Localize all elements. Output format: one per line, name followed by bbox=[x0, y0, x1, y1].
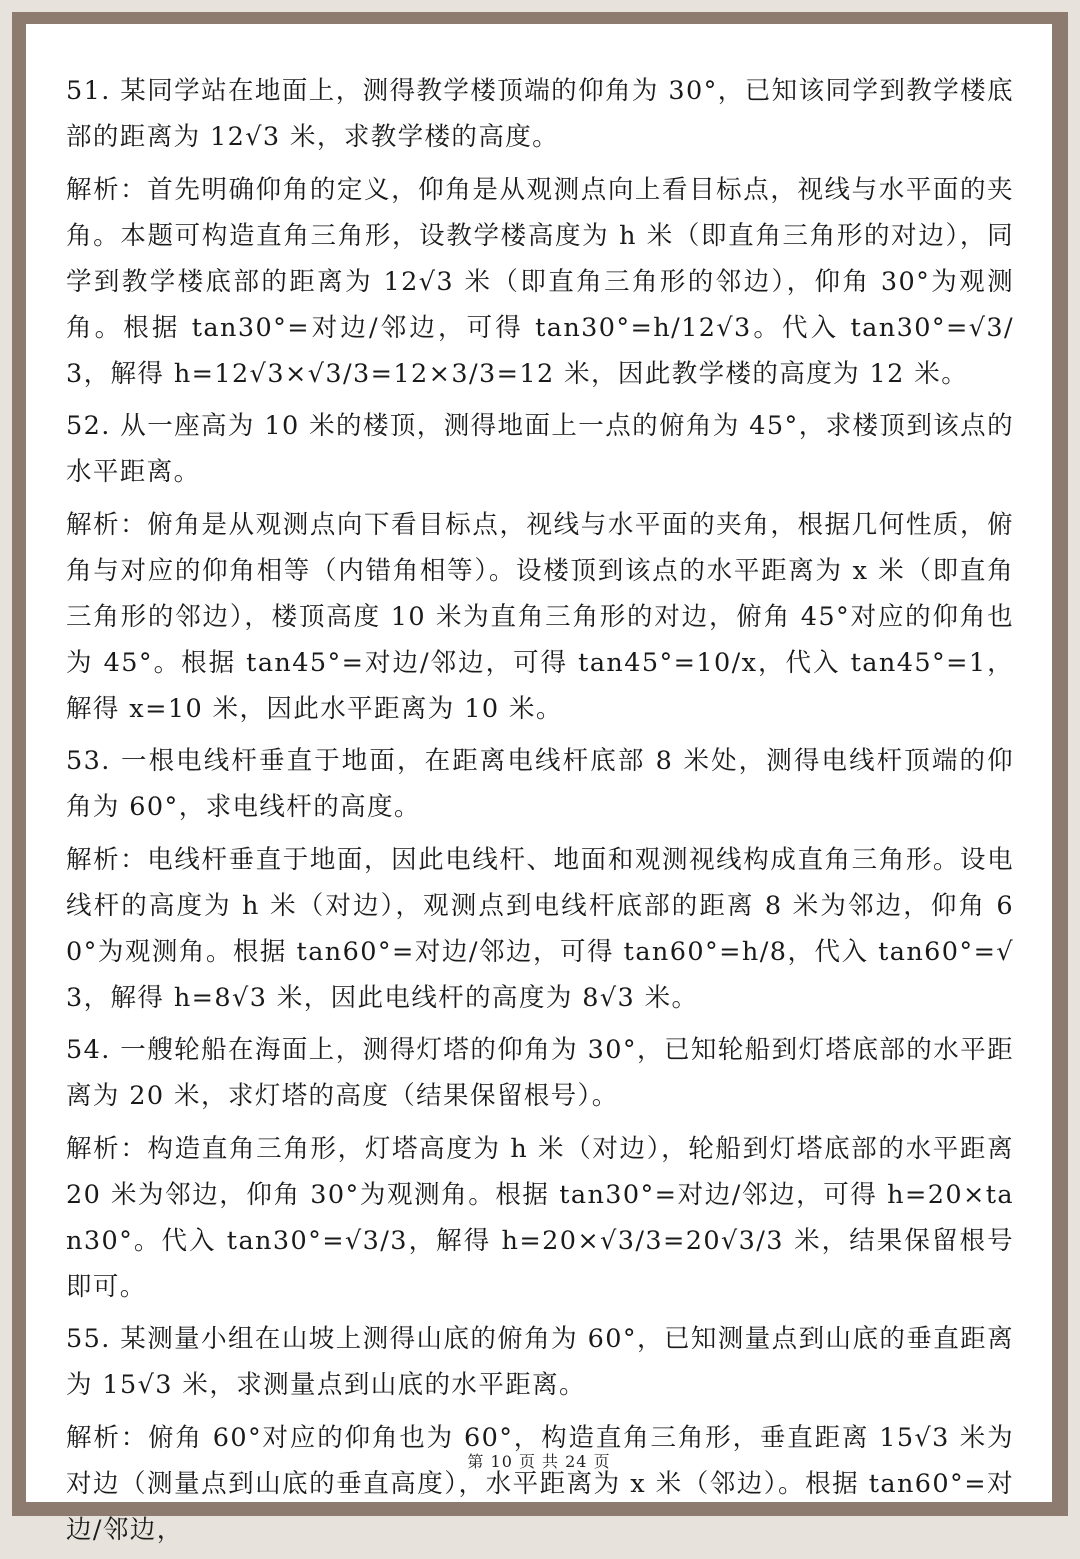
document-page bbox=[26, 24, 1052, 1545]
page-number: 第 10 页 共 24 页 bbox=[467, 1452, 611, 1471]
analysis-text: 解析：首先明确仰角的定义，仰角是从观测点向上看目标点，视线与水平面的夹角。本题可构造直角三角形，设教学楼高度为 h 米（即直角三角形的对边），同学到教学楼底部的距离为 12√3 米（即直角三角形的邻边），仰角 30°为观测角。根据 tan30°=对边/邻边，可得 tan30°=h/12√3。代入 tan30°=√3/3，解得 h=12√3×√3/3=12×3/3=12 米，因此教学楼的高度为 12 米。 bbox=[66, 175, 1014, 389]
problem-55 bbox=[66, 1316, 1014, 1553]
problem-53 bbox=[66, 738, 1014, 1021]
analysis-text: 解析：俯角 60°对应的仰角也为 60°，构造直角三角形，垂直距离 15√3 米为对边（测量点到山底的垂直高度），水平距离为 x 米（邻边）。根据 tan60°=对边/邻边， bbox=[66, 1423, 1014, 1545]
problem-51 bbox=[66, 68, 1014, 397]
question-text: 51. 某同学站在地面上，测得教学楼顶端的仰角为 30°，已知该同学到教学楼底部的距离为 12√3 米，求教学楼的高度。 bbox=[66, 76, 1014, 152]
question-text: 53. 一根电线杆垂直于地面，在距离电线杆底部 8 米处，测得电线杆顶端的仰角为 60°，求电线杆的高度。 bbox=[66, 746, 1014, 822]
problem-52 bbox=[66, 403, 1014, 732]
question-text: 55. 某测量小组在山坡上测得山底的俯角为 60°，已知测量点到山底的垂直距离为 15√3 米，求测量点到山底的水平距离。 bbox=[66, 1324, 1014, 1400]
problem-54 bbox=[66, 1027, 1014, 1310]
analysis-text: 解析：俯角是从观测点向下看目标点，视线与水平面的夹角，根据几何性质，俯角与对应的仰角相等（内错角相等）。设楼顶到该点的水平距离为 x 米（即直角三角形的邻边），楼顶高度 10 米为直角三角形的对边，俯角 45°对应的仰角也为 45°。根据 tan45°=对边/邻边，可得 tan45°=10/x，代入 tan45°=1，解得 x=10 米，因此水平距离为 10 米。 bbox=[66, 510, 1014, 724]
analysis-text: 解析：构造直角三角形，灯塔高度为 h 米（对边），轮船到灯塔底部的水平距离 20 米为邻边，仰角 30°为观测角。根据 tan30°=对边/邻边，可得 h=20×tan30°。代入 tan30°=√3/3，解得 h=20×√3/3=20√3/3 米，结果保留根号即可。 bbox=[66, 1134, 1014, 1302]
question-text: 52. 从一座高为 10 米的楼顶，测得地面上一点的俯角为 45°，求楼顶到该点的水平距离。 bbox=[66, 411, 1014, 487]
analysis-text: 解析：电线杆垂直于地面，因此电线杆、地面和观测视线构成直角三角形。设电线杆的高度为 h 米（对边），观测点到电线杆底部的距离 8 米为邻边，仰角 60°为观测角。根据 tan60°=对边/邻边，可得 tan60°=h/8，代入 tan60°=√3，解得 h=8√3 米，因此电线杆的高度为 8√3 米。 bbox=[66, 845, 1014, 1013]
document-content bbox=[66, 68, 1014, 1559]
question-text: 54. 一艘轮船在海面上，测得灯塔的仰角为 30°，已知轮船到灯塔底部的水平距离为 20 米，求灯塔的高度（结果保留根号）。 bbox=[66, 1035, 1014, 1111]
